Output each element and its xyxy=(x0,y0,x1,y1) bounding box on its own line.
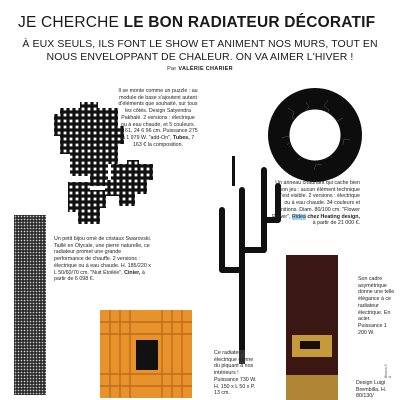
brass-caption: Son cadre asymétrique donne une telle élégance à ce radiateur électrique. En acier. Puissance 1 200 W. xyxy=(358,276,395,336)
puzzle-radiator-module-image xyxy=(103,160,155,212)
title-bold: LE BON RADIATEUR DÉCORATIF xyxy=(123,14,376,31)
brass-caption-designer: Design Luigi Brembilla. H. 80/130/ xyxy=(356,380,387,400)
puzzle-caption-price: 7 163 € xyxy=(132,134,195,148)
cactus-caption: Ce radiateur électrique donne du piquant à nos intérieurs ! Puissance 730 W. H. 150 x L 50 x P. 13 cm. xyxy=(214,350,257,397)
puzzle-caption-text: Il se monte comme un puzzle : au module de base s'ajoutent autant d'éléments que souhaité, sur tous les côtés. Design Satyendra Pakhalé. 2 versions : électrique ou à eau chaude, et 5 couleurs. H. 61, 24 6 96 cm. Puissance 275 à 1 979 W. "add-On", xyxy=(118,88,198,141)
ring-caption-highlight: Ridea xyxy=(291,213,306,220)
crystal-caption-price: à partir de 6 098 €. xyxy=(54,269,145,283)
puzzle-caption xyxy=(118,88,198,148)
ring-caption xyxy=(272,180,360,227)
crystal-caption-brand: Cinier, xyxy=(124,269,141,276)
byline-prefix: Par xyxy=(167,66,177,72)
page-title xyxy=(18,14,388,32)
byline-author: VALÉRIE CHARIER xyxy=(178,66,233,72)
orange-radiator-image xyxy=(100,310,192,398)
photo-credit: Blanca 5 & xyxy=(384,364,392,378)
ring-caption-brand: chez Heating design, xyxy=(307,213,360,220)
title-light: JE CHERCHE xyxy=(18,14,120,31)
crystal-caption xyxy=(54,236,152,283)
puzzle-caption-brand: Tubes, xyxy=(173,134,190,141)
crystal-radiator-image xyxy=(14,215,46,395)
byline xyxy=(0,66,400,72)
ring-caption-text: Un anneau chauffant qui cache bien son jeu : aucun élément technique n'est visible. 2 versions : électrique ou à eau chaude. 34 couleurs et finitions. Diam. 80/100 cm. "Flower Power", xyxy=(272,180,360,220)
ring-caption-price: à partir de 21 000 €. xyxy=(312,220,360,227)
crystal-caption-text: Un petit bijou orné de cristaux Swarovski. Taillé en Olycale, une pierre naturelle, ce radiateur promet une grande performance de chauffe. 2 versions : électrique ou à eau chaude. H. 185/220 x L 50/60/70 cm. "Nuit Étoilée", xyxy=(54,236,152,276)
brass-radiator-image xyxy=(286,255,338,400)
page-subtitle: À EUX SEULS, ILS FONT LE SHOW ET ANIMENT NOS MURS, TOUT EN NOUS ENVELOPPANT DE CHALEUR. ON VA AIMER L'HIVER ! xyxy=(22,38,378,63)
puzzle-caption-suffix: la composition. xyxy=(147,141,184,148)
